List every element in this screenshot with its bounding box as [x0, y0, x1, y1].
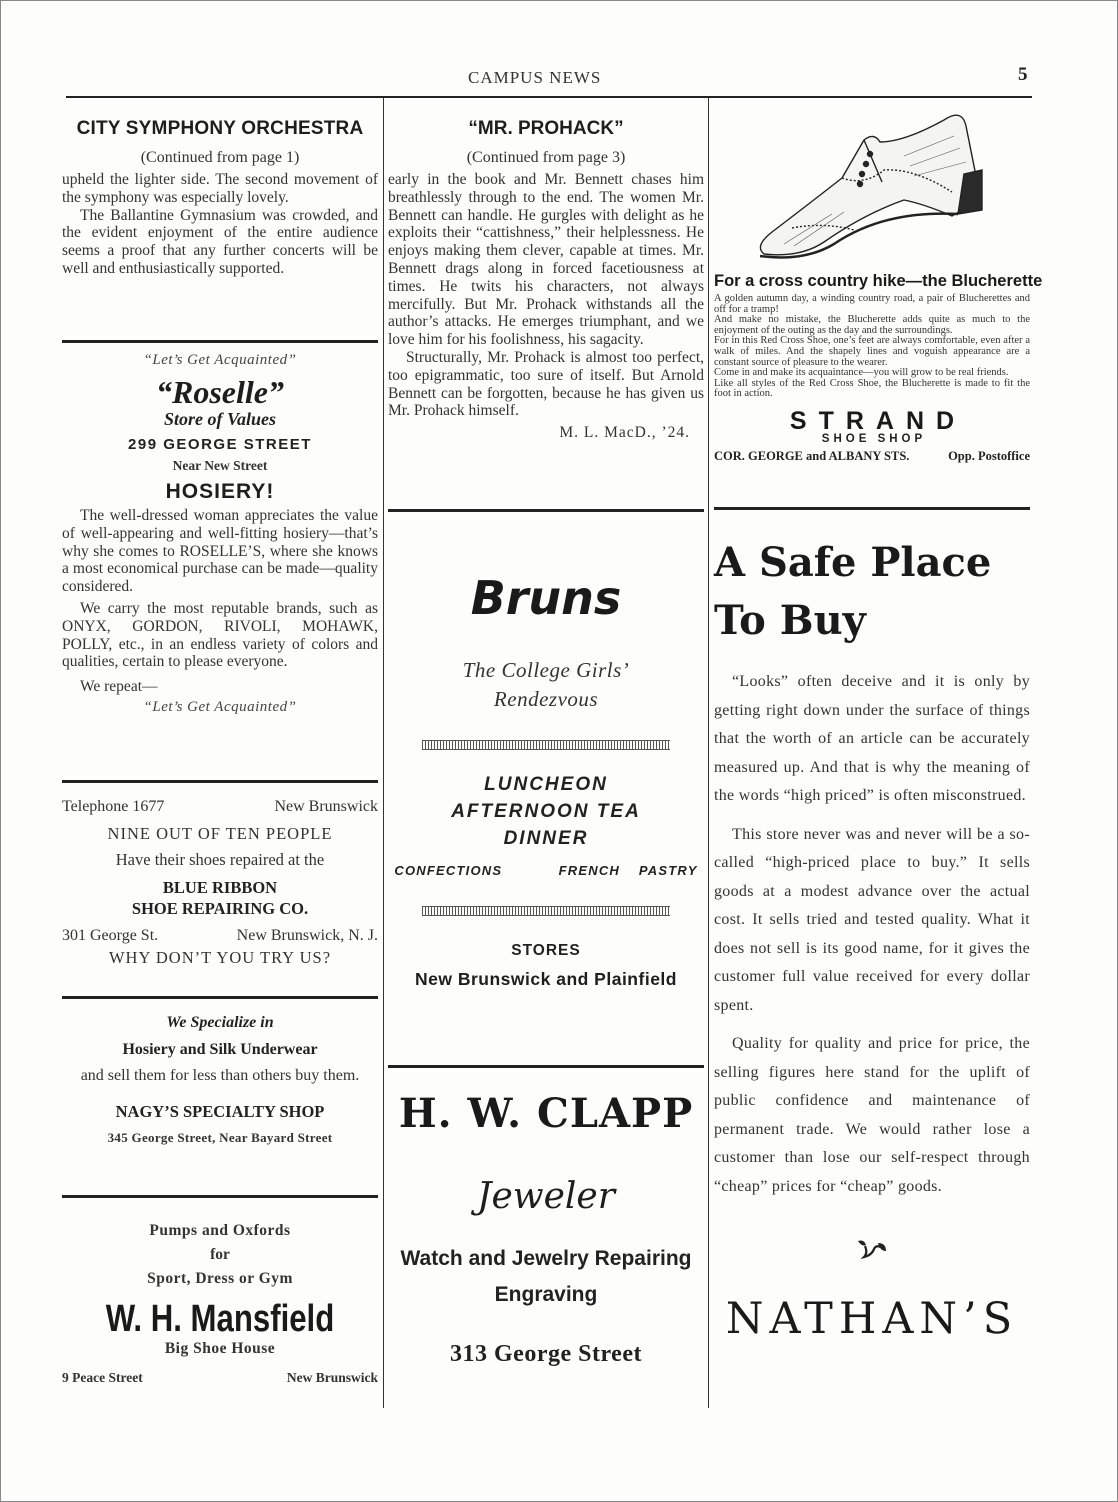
shoe-illustration: [714, 96, 1030, 268]
ad-body: [714, 294, 1030, 400]
article-title: “MR. PROHACK”: [468, 118, 624, 139]
ad-stores: New Brunswick and Plainfield: [415, 969, 677, 989]
ad-stores-label: STORES: [511, 942, 581, 959]
mansfield-ad: [62, 1222, 378, 1386]
ad-repeat: We repeat—: [80, 678, 158, 696]
ad-headline: To Buy: [714, 597, 866, 644]
ad-name: H. W. CLAPP: [398, 1090, 694, 1137]
section-rule: [62, 340, 378, 343]
article-paragraph: early in the book and Mr. Bennett chases him breathlessly through to the end. The women Mr. Bennett can handle. He gurgles with delight as he exploits their “cattishness,” their helplessness. He enjoys making them clever, capable at times. Mr. Bennett drags along in forced facetiousness at times. He twits his characters, not always mercifully. But Mr. Prohack withstands all the author’s attacks. He emerges triumphant, and we love him for his foolishness, his sagacity.: [388, 171, 704, 349]
ad-logo-name: Bruns: [470, 571, 622, 625]
ad-city: New Brunswick: [274, 798, 378, 815]
column-divider-left: [383, 98, 384, 1408]
ad-paragraph: Quality for quality and price for price, the selling figures here stand for the uplift of public confidence and maintenance of permanent trade. We would rather lose a customer than lose our self-respect through “cheap” prices for “cheap” goods.: [714, 1035, 1030, 1195]
ad-name: STRAND: [789, 406, 967, 435]
ad-headline: A Safe Place: [714, 539, 992, 586]
ad-name: W. H. Mansfield: [105, 1298, 335, 1340]
nagy-ad: [62, 1014, 378, 1146]
section-rule: [62, 780, 378, 783]
symphony-article: [62, 118, 378, 278]
ad-extra: FRENCH PASTRY: [558, 863, 698, 878]
article-paragraph: Structurally, Mr. Prohack is almost too perfect, too epigrammatic, too sure of itself. But Arnold Bennett can be forgotten, because he has given us Mr. Prohack himself.: [388, 348, 704, 420]
ad-service: Watch and Jewelry Repairing: [400, 1247, 692, 1270]
continued-note: (Continued from page 3): [466, 149, 626, 166]
ad-subtitle: SHOE SHOP: [821, 432, 927, 445]
ad-address: 345 George Street, Near Bayard Street: [107, 1130, 333, 1145]
ad-address: 301 George St.: [62, 926, 159, 944]
ad-line: Pumps and Oxfords: [149, 1222, 291, 1239]
ad-line: and sell them for less than others buy them.: [80, 1067, 360, 1084]
ad-address: 299 GEORGE STREET: [128, 436, 312, 453]
ad-extra: CONFECTIONS: [394, 863, 503, 878]
leaf-ornament-icon: [714, 1237, 1030, 1266]
article-paragraph: upheld the lighter side. The second movement of the symphony was especially lovely.: [62, 171, 378, 206]
page-number: 5: [1018, 64, 1028, 85]
ad-subtitle: Store of Values: [163, 409, 277, 429]
ad-line: NINE OUT OF TEN PEOPLE: [107, 823, 333, 843]
ornamental-rule: [422, 740, 670, 750]
ad-name: SHOE REPAIRING CO.: [131, 898, 309, 918]
ad-paragraph: This store never was and never will be a so-called “high-priced place to buy.” It sells goods at a modest advance over the actual cost. It sells tried and tested quality. What it does not sell is its good name, for it gives the customer full value received for every dollar spent.: [714, 825, 1030, 1014]
ad-menu-item: LUNCHEON: [484, 774, 608, 795]
ad-line: for: [210, 1246, 230, 1263]
ad-closing: “Let’s Get Acquainted”: [143, 698, 297, 715]
blue-ribbon-ad: [62, 798, 378, 968]
article-byline: M. L. MacD., ’24.: [559, 424, 690, 442]
ad-paragraph: “Looks” often deceive and it is only by getting right down under the surface of things that the worth of an article can be accurately measured up. And that is why the meaning of the words “high priced” is often misconstrued.: [714, 673, 1030, 804]
section-rule: [388, 1065, 704, 1068]
ad-store-name: NATHAN’S: [725, 1294, 1019, 1344]
ad-line: Sport, Dress or Gym: [147, 1270, 293, 1287]
ad-address: COR. GEORGE and ALBANY STS.: [714, 448, 910, 463]
ad-line: We Specialize in: [166, 1014, 274, 1031]
strand-ad: [714, 96, 1043, 464]
ad-headline: HOSIERY!: [165, 480, 275, 503]
ad-menu-item: AFTERNOON TEA: [451, 801, 641, 822]
ad-opposite: Opp. Postoffice: [948, 448, 1030, 463]
ad-paragraph: Come in and make its acquaintance—you will grow to be real friends.: [714, 367, 1009, 379]
ad-cta: WHY DON’T YOU TRY US?: [108, 947, 332, 967]
article-paragraph: The Ballantine Gymnasium was crowded, and the evident enjoyment of the entire audience seems a proof that any further concerts will be well and enthusiastically supported.: [62, 206, 378, 277]
article-title: CITY SYMPHONY ORCHESTRA: [76, 118, 364, 139]
section-rule: [62, 1195, 378, 1198]
section-rule: [714, 507, 1030, 510]
ornamental-rule: [422, 906, 670, 916]
ad-paragraph: For in this Red Cross Shoe, one’s feet are always comfortable, even after a walk of miles. And the shapely lines and voguish appearance are a constant source of pleasure to the wearer.: [714, 335, 1030, 368]
section-rule: [388, 509, 704, 512]
ad-tagline: Rendezvous: [493, 687, 599, 711]
ad-city: New Brunswick: [286, 1370, 378, 1385]
bruns-ad: [388, 570, 704, 990]
ad-store-name: “Roselle”: [156, 374, 284, 410]
ad-name: NAGY’S SPECIALTY SHOP: [115, 1102, 325, 1121]
ad-subtitle: Big Shoe House: [164, 1340, 276, 1357]
ad-address: 313 George Street: [450, 1341, 642, 1367]
ad-headline: For a cross country hike—the Blucherette: [714, 272, 1043, 290]
column-divider-right: [708, 98, 709, 1408]
prohack-article: [388, 118, 704, 442]
ad-tagline: “Let’s Get Acquainted”: [143, 352, 297, 368]
ad-title: Jeweler: [477, 1176, 615, 1217]
ad-menu-item: DINNER: [503, 828, 589, 849]
ad-name: BLUE RIBBON: [162, 877, 278, 897]
ad-near: Near New Street: [172, 458, 268, 473]
ad-paragraph: A golden autumn day, a winding country road, a pair of Blucherettes and off for a tramp!: [714, 293, 1030, 315]
ad-service: Engraving: [494, 1283, 598, 1306]
clapp-ad: [388, 1090, 704, 1368]
ad-paragraph: Like all styles of the Red Cross Shoe, the Blucherette is made to fit the foot in action.: [714, 377, 1030, 400]
section-rule: [62, 996, 378, 999]
publication-title: CAMPUS NEWS: [468, 68, 602, 87]
nathans-ad: [714, 534, 1030, 1344]
ad-address: 9 Peace Street: [62, 1370, 143, 1385]
roselle-ad: [62, 352, 378, 716]
ad-tagline: The College Girls’: [462, 658, 630, 682]
ad-telephone: Telephone 1677: [62, 798, 165, 815]
continued-note: (Continued from page 1): [140, 149, 300, 166]
ad-line: Hosiery and Silk Underwear: [122, 1041, 318, 1058]
ad-paragraph: We carry the most reputable brands, such as ONYX, GORDON, RIVOLI, MOHAWK, POLLY, etc., in an endless variety of colors and qualities, certain to please everyone.: [62, 599, 378, 671]
ad-paragraph: And make no mistake, the Blucherette adds quite as much to the enjoyment of the outing as the day and the surroundings.: [714, 314, 1030, 336]
ad-line: Have their shoes repaired at the: [115, 849, 325, 869]
ad-paragraph: The well-dressed woman appreciates the value of well-appearing and well-fitting hosiery—that’s why she comes to ROSELLE’S, where she knows a most economical purchase can be made—quality considered.: [62, 507, 378, 596]
ad-city-state: New Brunswick, N. J.: [236, 926, 378, 944]
